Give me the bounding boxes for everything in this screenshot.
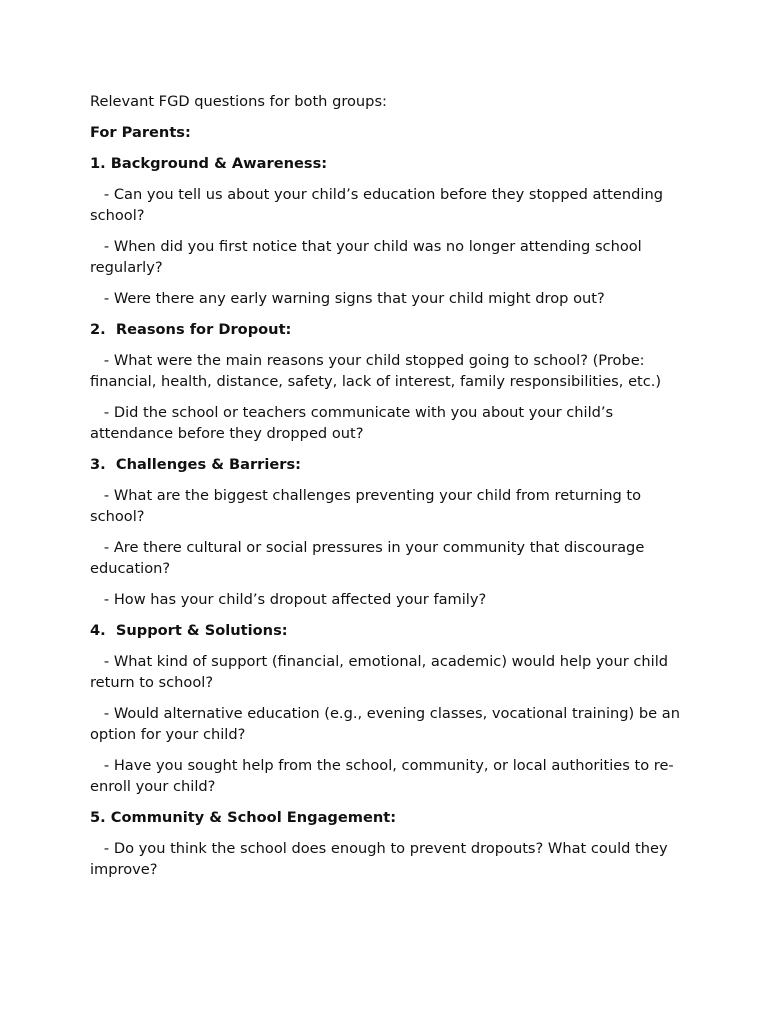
question-item: - What are the biggest challenges preventing your child from returning to school? [90,487,646,525]
question-item: - Have you sought help from the school, community, or local authorities to re-enroll your child? [90,757,674,795]
question-item: - Do you think the school does enough to prevent dropouts? What could they improve? [90,840,673,878]
question-item: - Were there any early warning signs that your child might drop out? [90,290,605,307]
section-heading: 5. Community & School Engagement: [90,809,397,826]
question-item: - Can you tell us about your child’s education before they stopped attending school? [90,186,668,224]
document-page [90,91,685,890]
section-heading: 3. Challenges & Barriers: [90,456,302,473]
question-item: - Did the school or teachers communicate with you about your child’s attendance before they dropped out? [90,404,618,442]
section-reasons-for-dropout [90,319,680,444]
section-support-solutions [90,620,685,797]
section-background-awareness [90,153,680,309]
question-item: - How has your child’s dropout affected your family? [90,591,487,608]
section-community-school-engagement [90,807,680,880]
question-item: - Are there cultural or social pressures in your community that discourage education? [90,539,649,577]
section-heading: 4. Support & Solutions: [90,622,288,639]
question-item: - Would alternative education (e.g., evening classes, vocational training) be an option for your child? [90,705,685,743]
group-heading: For Parents: [90,124,191,141]
intro-text: Relevant FGD questions for both groups: [90,93,387,110]
question-item: - When did you first notice that your child was no longer attending school regularly? [90,238,647,276]
section-challenges-barriers [90,454,680,610]
section-heading: 2. Reasons for Dropout: [90,321,292,338]
section-heading: 1. Background & Awareness: [90,155,328,172]
question-item: - What kind of support (financial, emotional, academic) would help your child return to school? [90,653,673,691]
question-item: - What were the main reasons your child stopped going to school? (Probe: financial, health, distance, safety, lack of interest, family responsibilities, etc.) [90,352,662,390]
